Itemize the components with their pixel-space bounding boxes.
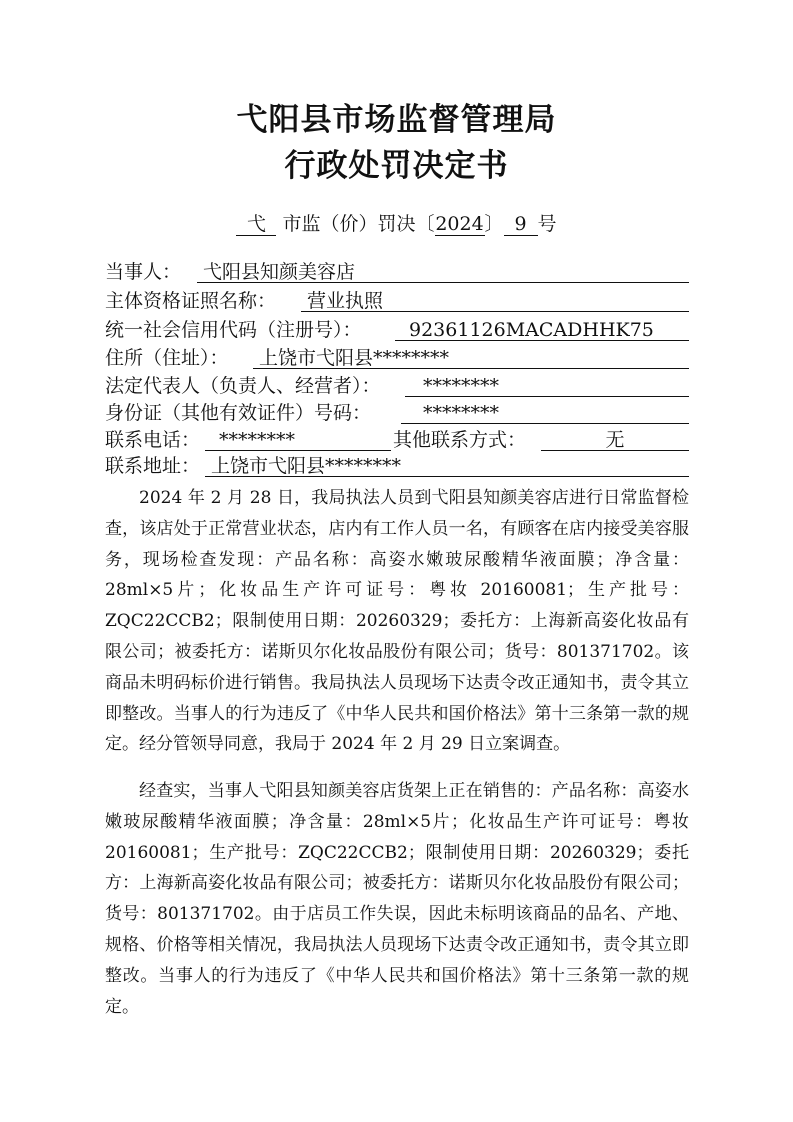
field-phone-label: 联系电话： [105,429,201,451]
field-other-contact-value: 无 [541,427,689,451]
field-legal-rep-value: ******** [405,373,689,397]
field-party [105,259,689,285]
doc-number-prefix: 弋 [236,213,276,236]
field-legal-rep-label: 法定代表人（负责人、经营者）： [105,375,381,397]
field-credit-code-label: 统一社会信用代码（注册号）： [105,319,362,341]
field-contact-address-value: 上饶市弋阳县******** [205,453,689,477]
field-id-value: ******** [401,400,689,424]
document-number [0,210,793,238]
field-contact-address [105,453,689,479]
field-license-value: 营业执照 [301,288,689,312]
field-other-contact-label: 其他联系方式： [393,429,527,451]
field-license-label: 主体资格证照名称： [105,290,277,312]
doc-number-seq: 9 [504,213,538,236]
field-credit-code-value: 92361126MACADHHK75 [395,317,689,341]
field-id-label: 身份证（其他有效证件）号码： [105,402,372,424]
field-phone-value: ******** [205,427,391,451]
field-contact-address-label: 联系地址： [105,455,201,477]
field-credit-code [105,317,689,343]
field-id [105,400,689,426]
field-address [105,345,689,371]
field-address-value: 上饶市弋阳县******** [253,345,689,369]
body-paragraph-2: 经查实，当事人弋阳县知颜美容店货架上正在销售的：产品名称：高姿水嫩玻尿酸精华液面膜；净含量：28ml×5片；化妆品生产许可证号：粤妆 20160081；生产批号：ZQC22CCB2；限制使用日期：20260329；委托方：上海新高姿化妆品有限公司；被委托方：诺斯贝尔化妆品股份有限公司；货号：801371702。由于店员工作失误，因此未标明该商品的品名、产地、规格、价格等相关情况，我局执法人员现场下达责令改正通知书，责令其立即整改。当事人的行为违反了《中华人民共和国价格法》第十三条第一款的规定。 [105,781,689,1017]
field-license [105,288,689,314]
body-paragraph-1: 2024 年 2 月 28 日，我局执法人员到弋阳县知颜美容店进行日常监督检查，该店处于正常营业状态，店内有工作人员一名，有顾客在店内接受美容服务，现场检查发现：产品名称：高姿水嫩玻尿酸精华液面膜；净含量：28ml×5片；化妆品生产许可证号：粤妆 20160081；生产批号：ZQC22CCB2；限制使用日期：20260329；委托方：上海新高姿化妆品有限公司；被委托方：诺斯贝尔化妆品股份有限公司；货号：801371702。该商品未明码标价进行销售。我局执法人员现场下达责令改正通知书，责令其立即整改。当事人的行为违反了《中华人民共和国价格法》第十三条第一款的规定。经分管领导同意，我局于 2024 年 2 月 29 日立案调查。 [105,488,689,755]
doc-number-bracket: 〕 [484,213,504,235]
field-party-label: 当事人： [105,261,182,283]
doc-number-middle: 市监（价）罚决〔 [282,213,435,235]
document-title-agency: 弋阳县市场监督管理局 [236,102,557,138]
field-address-label: 住所（住址）： [105,347,229,369]
field-party-value: 弋阳县知颜美容店 [197,259,689,283]
doc-number-suffix: 号 [537,213,557,235]
field-phone [105,427,689,453]
field-legal-rep [105,373,689,399]
document-title-type: 行政处罚决定书 [284,148,509,184]
doc-number-year: 2024 [435,213,484,235]
